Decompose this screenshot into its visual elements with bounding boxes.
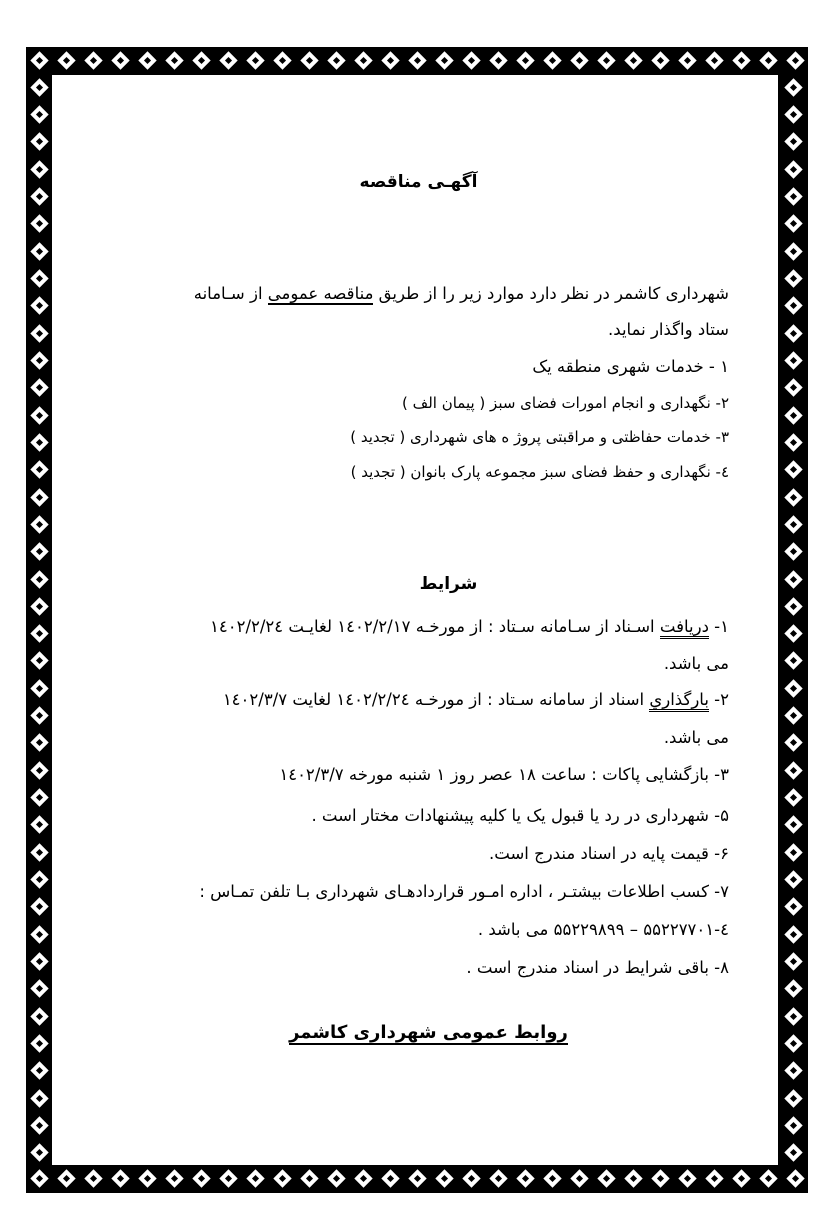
condition-8: ۸- باقی شرایط در اسناد مندرج است .: [466, 958, 729, 977]
condition-3: ۳- بازگشایی پاکات : ساعت ۱۸ عصر روز ۱ شنبه مورخه ۱٤۰۲/۳/۷: [279, 765, 729, 784]
condition-1-keyword: دریافت: [660, 617, 709, 639]
conditions-title-text: شرایط: [419, 574, 478, 594]
intro-underlined-text: مناقصه عمومی: [267, 284, 374, 303]
condition-2-line2: می باشد.: [663, 728, 729, 747]
condition-7-line1: ۷- کسب اطلاعات بیشتـر ، اداره امـور قراردادهـای شهرداری بـا تلفن تمـاس :: [199, 882, 729, 901]
condition-number: ۲-: [708, 690, 729, 709]
footer-signature: [0, 1022, 837, 1043]
condition-2-text: اسناد از سامانه سـتاد : از مورخـه ۱٤۰۲/۲/۲٤ لغایت ۱٤۰۲/۳/۷: [222, 690, 650, 709]
list-item: ۲- نگهداری و انجام امورات فضای سبز ( پیمان الف ): [402, 394, 729, 412]
condition-2-line1: [223, 690, 729, 709]
intro-text: شهرداری کاشمر در نظر دارد موارد زیر را از طریق: [373, 284, 729, 303]
list-item: ٤- نگهداری و حفظ فضای سبز مجموعه پارک بانوان ( تجدید ): [350, 463, 729, 481]
list-item: ۳- خدمات حفاظتی و مراقبتی پروژ ه های شهرداری ( تجدید ): [350, 428, 729, 446]
condition-6: ۶- قیمت پایه در اسناد مندرج است.: [489, 844, 729, 863]
footer-text: روابط عمومی شهرداری کاشمر: [289, 1022, 568, 1043]
conditions-title: [0, 574, 837, 594]
condition-2-keyword: بارگذاري: [649, 690, 709, 712]
condition-number: ۱-: [708, 617, 729, 636]
condition-1-text: اسـناد از سـامانه سـتاد : از مورخـه ۱٤۰۲/۲/۱۷ لغایـت ۱٤۰۲/۲/۲٤: [210, 617, 660, 636]
list-item: ۱ - خدمات شهری منطقه یک: [532, 357, 729, 376]
title-text: آگهـی مناقصه: [359, 172, 478, 192]
intro-paragraph-line1: [194, 284, 729, 303]
page-title: [0, 172, 837, 192]
condition-5: ۵- شهرداری در رد یا قبول یک یا کلیه پیشنهادات مختار است .: [311, 806, 729, 825]
condition-1-line1: [210, 617, 729, 636]
intro-paragraph-line2: ستاد واگذار نماید.: [608, 320, 729, 339]
condition-7-line2: ٤-۵۵۲۲۷۷۰۱ – ۵۵۲۲۹۸۹۹ می باشد .: [477, 920, 729, 939]
intro-text-end: از سـامانه: [193, 284, 268, 303]
condition-1-line2: می باشد.: [663, 654, 729, 673]
